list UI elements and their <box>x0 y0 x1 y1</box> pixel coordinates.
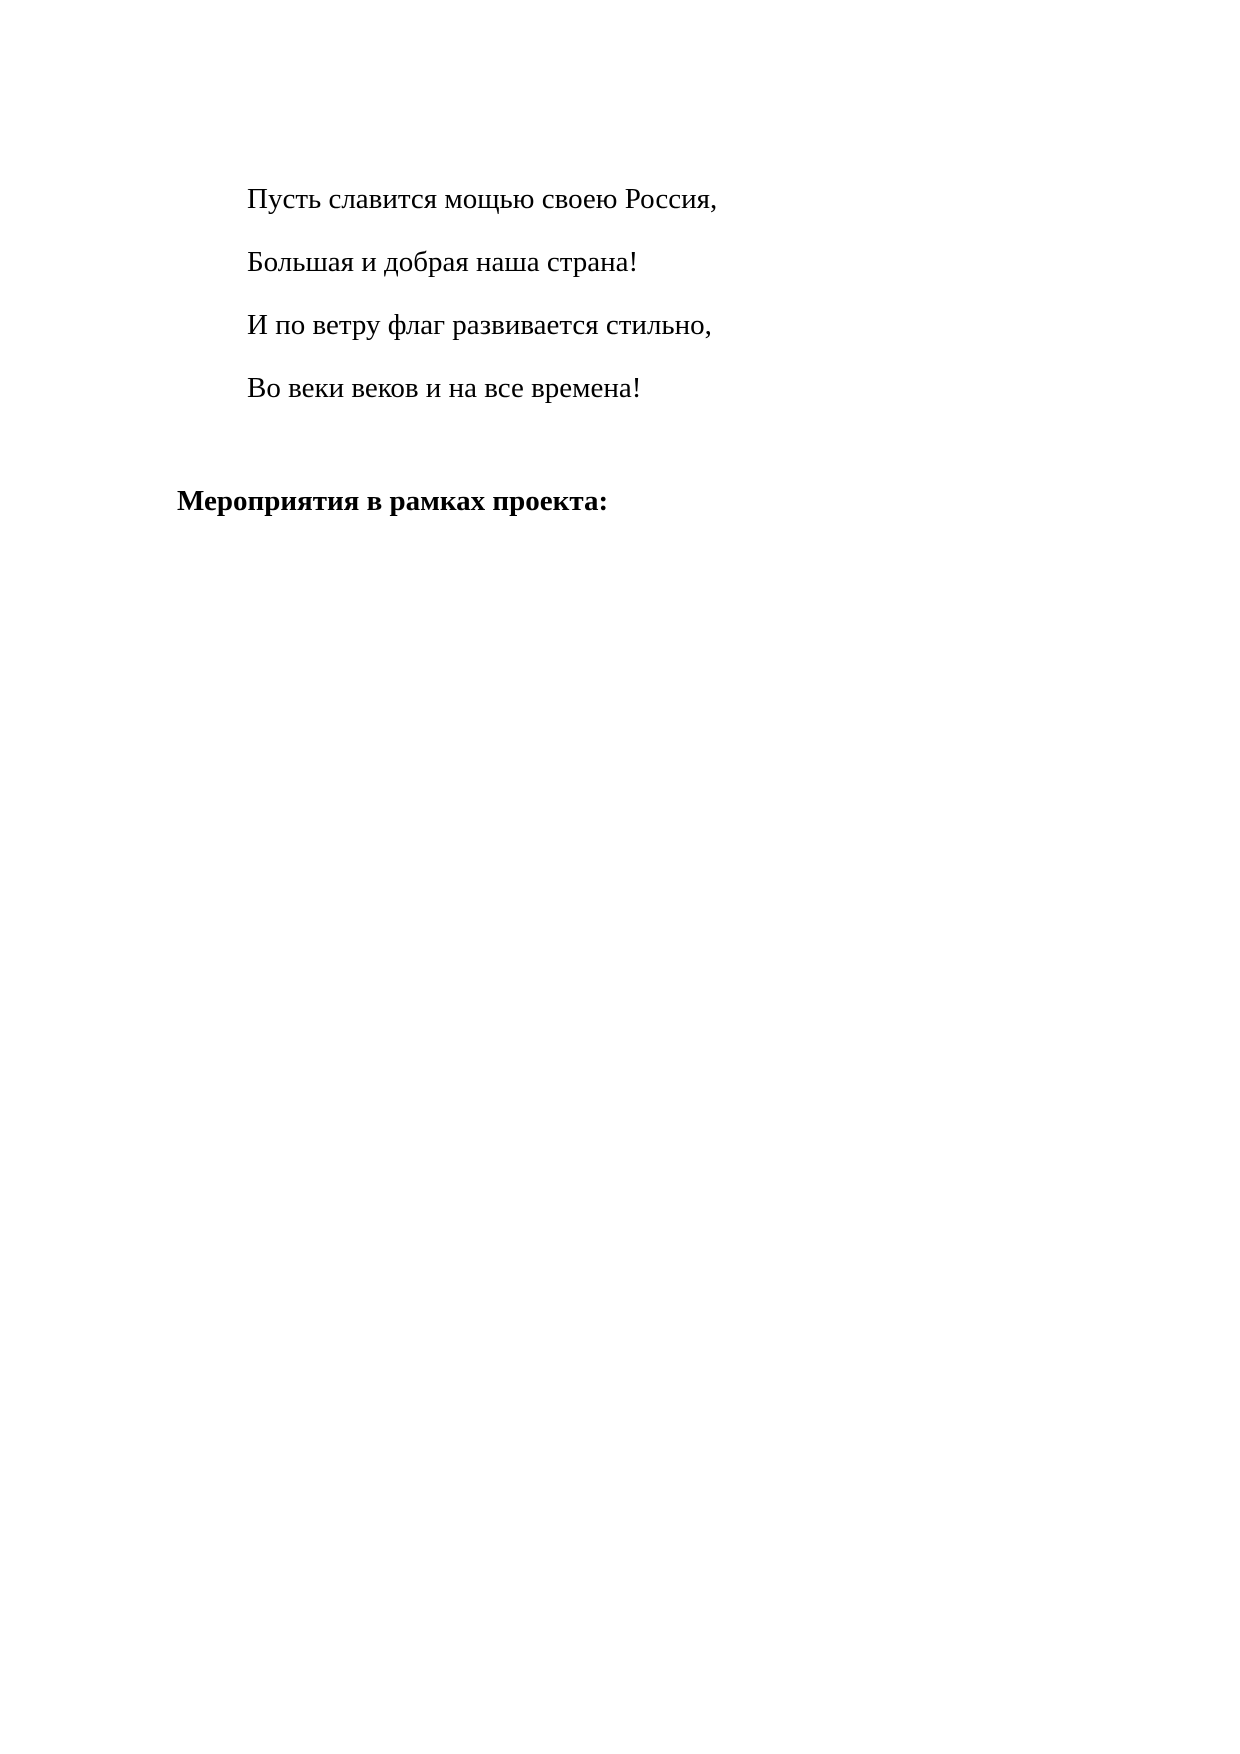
poem-line: И по ветру флаг развивается стильно, <box>247 309 712 341</box>
poem-stanza <box>247 182 717 434</box>
poem-line: Большая и добрая наша страна! <box>247 246 639 278</box>
poem-line: Во веки веков и на все времена! <box>247 372 642 404</box>
section-heading: Мероприятия в рамках проекта: <box>177 485 609 517</box>
poem-line: Пусть славится мощью своею Россия, <box>247 183 718 215</box>
